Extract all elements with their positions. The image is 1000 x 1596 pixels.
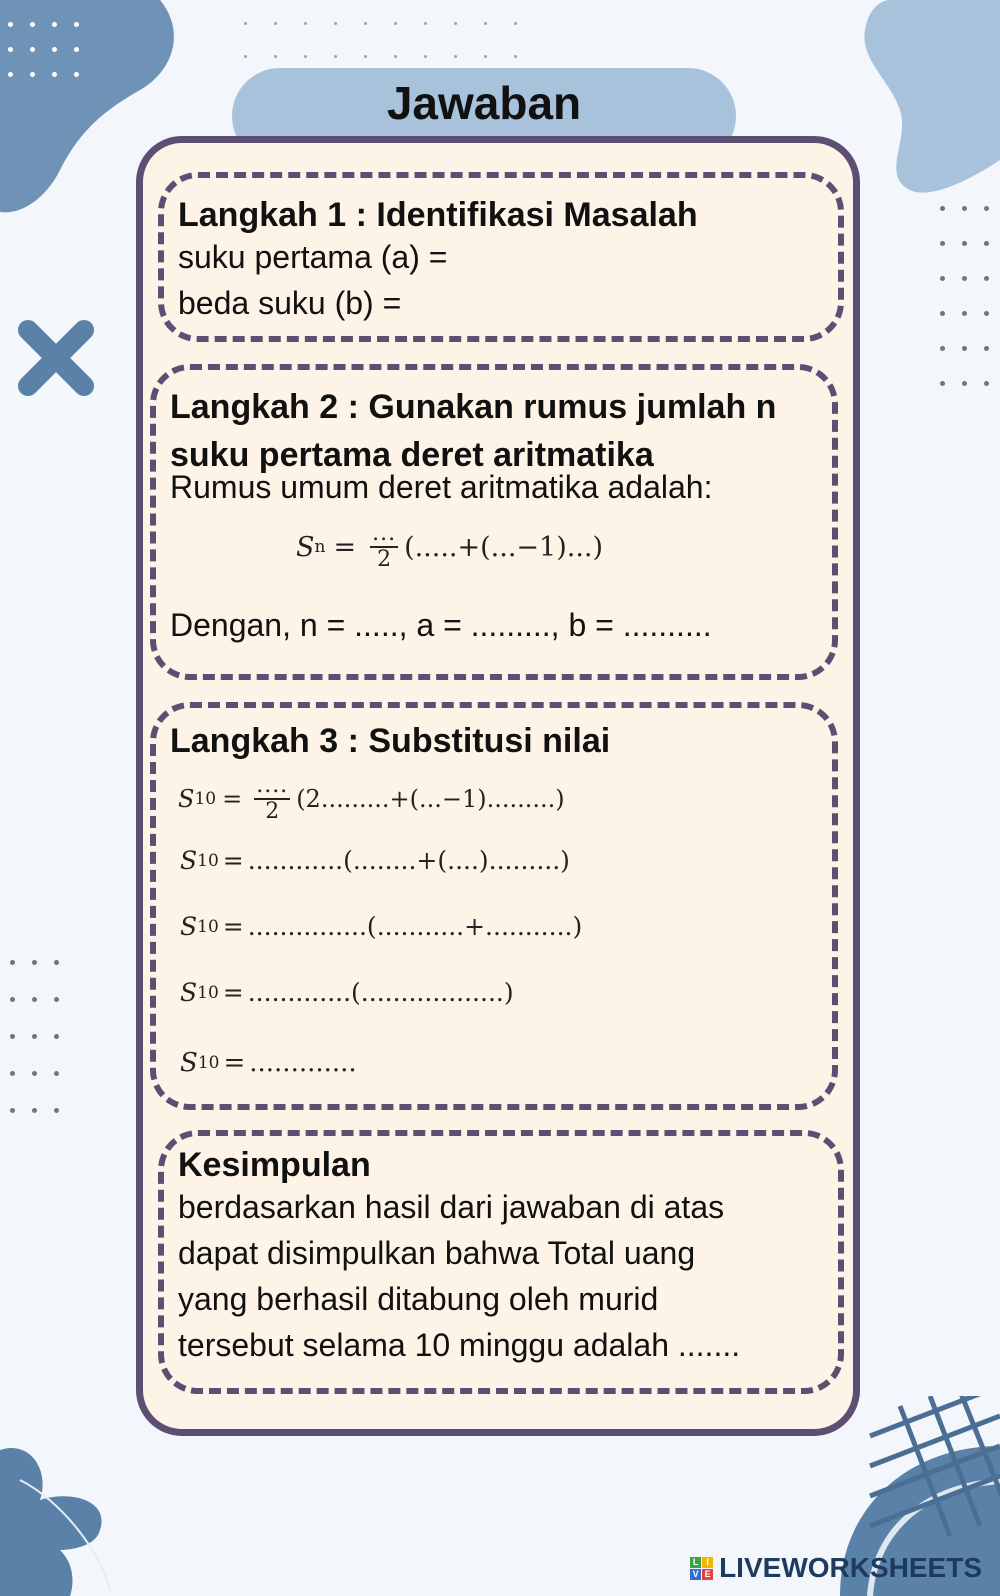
left-dots <box>10 960 76 1113</box>
step2-heading-line2: suku pertama deret aritmatika <box>170 436 654 474</box>
logo-letter-e: E <box>702 1569 713 1580</box>
bottom-left-leaf <box>0 1440 150 1596</box>
step1-line-first-term: suku pertama (a) = <box>178 239 448 275</box>
step2-box <box>150 364 838 680</box>
logo-letter-v: V <box>690 1569 701 1580</box>
step1-heading: Langkah 1 : Identifikasi Masalah <box>178 196 698 234</box>
conclusion-line-4: tersebut selama 10 minggu adalah ....... <box>178 1327 741 1363</box>
row-rest: ...............(...........+...........) <box>247 912 583 941</box>
row-lhs: S <box>180 1048 198 1078</box>
brand-name: LIVEWORKSHEETS <box>719 1552 982 1583</box>
row-rest: ............(........+(....).........) <box>247 846 570 875</box>
row-rest: (2.........+(...−1).........) <box>296 785 565 813</box>
step1-box <box>158 172 844 342</box>
row-fraction <box>254 774 290 824</box>
row-sub: 10 <box>194 789 217 809</box>
fraction-denominator: 2 <box>265 799 280 824</box>
row-sub: 10 <box>197 916 219 937</box>
conclusion-line-3: yang berhasil ditabung oleh murid <box>178 1281 659 1317</box>
fraction-numerator: ... <box>372 521 397 546</box>
row-lhs: S <box>180 978 198 1007</box>
conclusion-heading: Kesimpulan <box>178 1146 371 1184</box>
top-right-blob <box>850 0 1000 200</box>
row-eq: = <box>222 846 244 875</box>
formula-sub: n <box>314 537 326 557</box>
x-mark-icon <box>18 320 94 396</box>
top-center-dots <box>244 22 544 58</box>
step2-given-values: Dengan, n = ....., a = ........., b = .......... <box>170 607 712 643</box>
liveworksheets-brand[interactable] <box>690 1552 982 1584</box>
row-eq: = <box>223 1048 246 1078</box>
row-eq: = <box>222 785 243 813</box>
row-sub: 10 <box>197 850 219 871</box>
logo-letter-l: L <box>690 1557 701 1568</box>
row-sub: 10 <box>197 982 219 1003</box>
formula-fraction <box>370 522 398 572</box>
row-rest: .............(..................) <box>247 978 514 1007</box>
formula-lhs: S <box>296 531 315 563</box>
conclusion-line-2: dapat disimpulkan bahwa Total uang <box>178 1235 696 1271</box>
conclusion-box <box>158 1130 844 1394</box>
fraction-denominator: 2 <box>377 547 392 572</box>
formula-eq: = <box>333 531 357 563</box>
step3-row-2 <box>180 846 570 875</box>
right-dots <box>940 206 1000 386</box>
step1-line-difference: beda suku (b) = <box>178 285 402 321</box>
step3-row-1 <box>178 774 565 824</box>
row-lhs: S <box>180 846 198 875</box>
step3-box <box>150 702 838 1110</box>
conclusion-line-1: berdasarkan hasil dari jawaban di atas <box>178 1189 725 1225</box>
top-left-dots <box>8 22 96 77</box>
page-title: Jawaban <box>386 77 582 129</box>
row-lhs: S <box>180 912 198 941</box>
step3-row-3 <box>180 912 582 941</box>
row-eq: = <box>222 912 244 941</box>
formula-rest: (.....+(...−1)...) <box>404 531 604 563</box>
step2-intro: Rumus umum deret aritmatika adalah: <box>170 469 713 505</box>
row-lhs: S <box>178 785 195 813</box>
liveworksheets-logo-icon <box>690 1557 713 1580</box>
fraction-numerator: .... <box>256 773 289 798</box>
step2-heading-line1: Langkah 2 : Gunakan rumus jumlah n <box>170 388 777 426</box>
step3-row-4 <box>180 978 514 1007</box>
step3-heading: Langkah 3 : Substitusi nilai <box>170 722 611 760</box>
row-sub: 10 <box>197 1053 220 1073</box>
row-rest: ............. <box>249 1048 357 1078</box>
row-eq: = <box>222 978 244 1007</box>
step3-row-5 <box>180 1048 357 1078</box>
logo-letter-i: I <box>702 1557 713 1568</box>
step2-formula <box>296 522 603 572</box>
